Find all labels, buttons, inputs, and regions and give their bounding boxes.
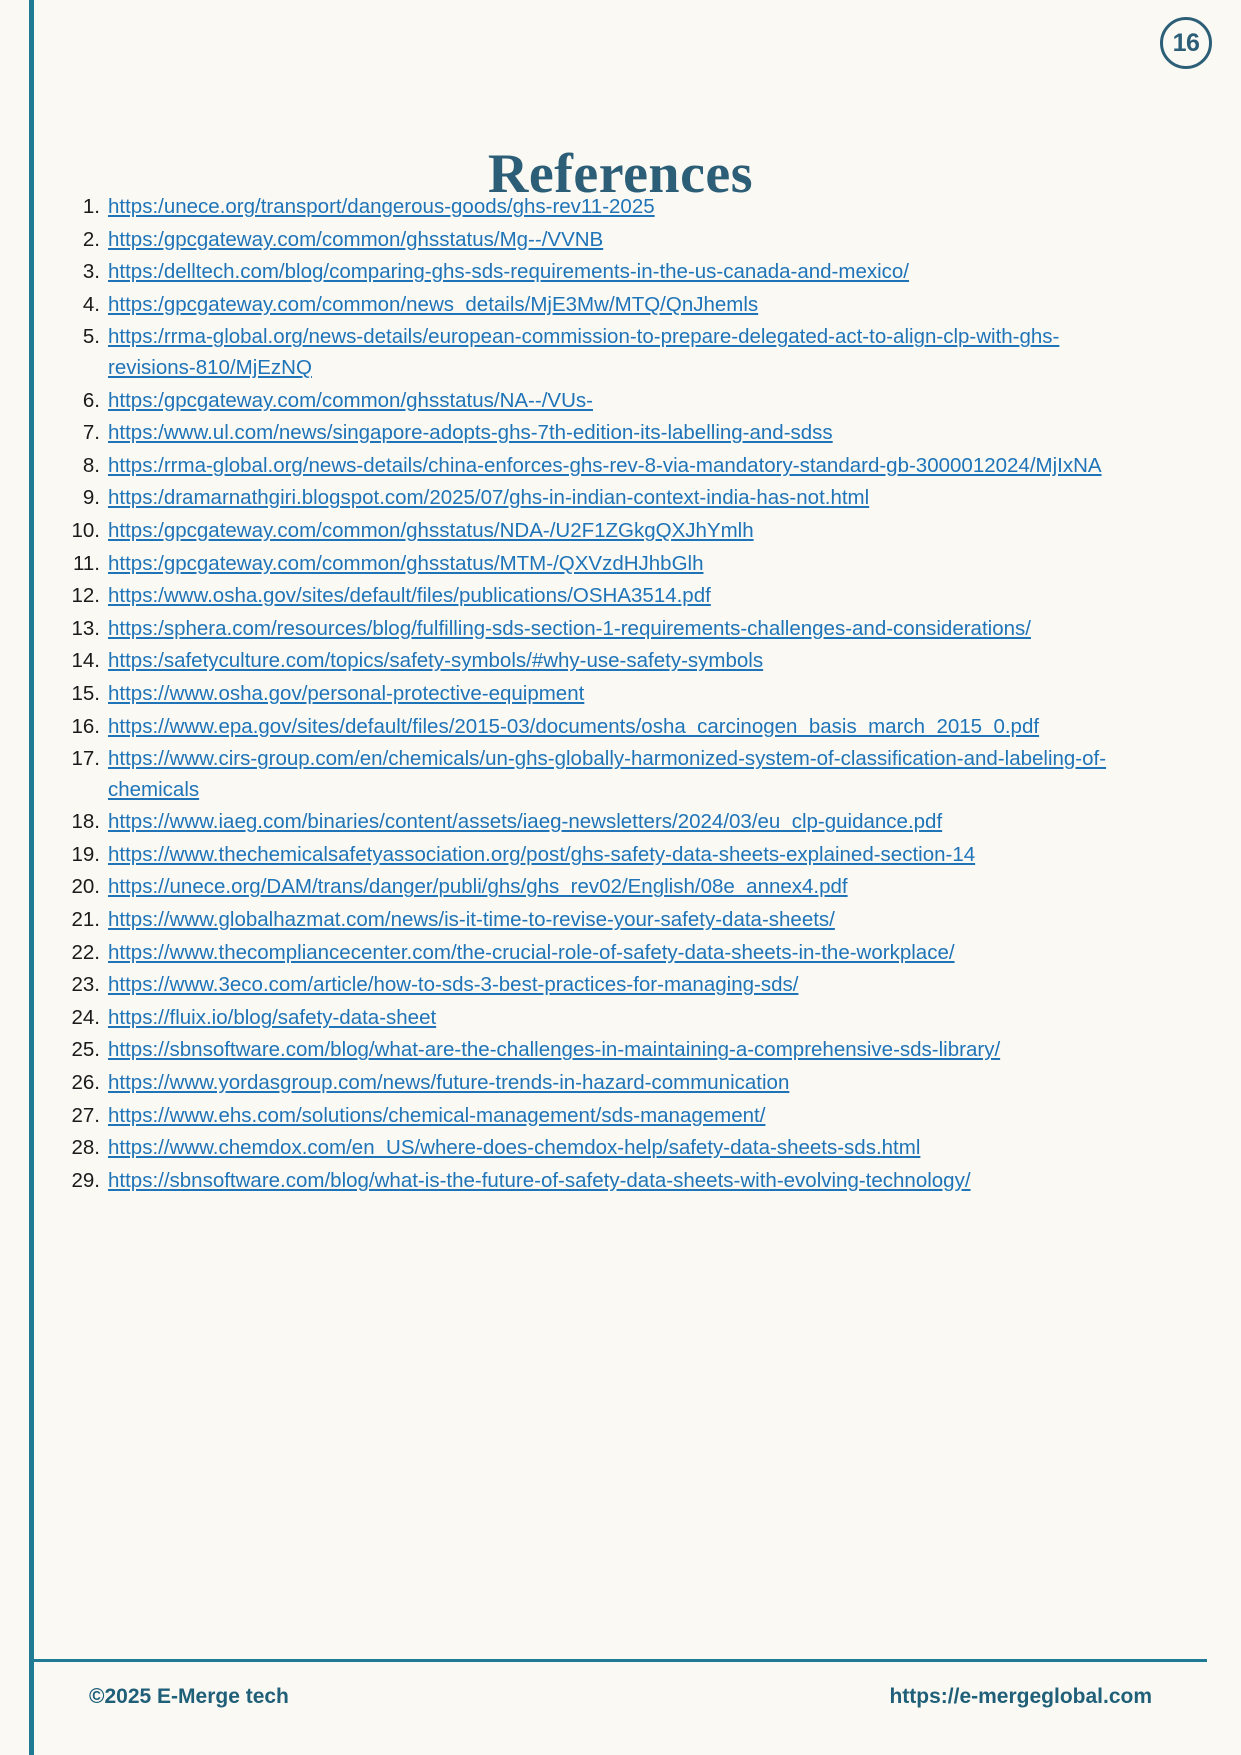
reference-link[interactable]: https:/gpcgateway.com/common/ghsstatus/NA--/VUs- xyxy=(108,388,593,412)
reference-link[interactable]: https://www.yordasgroup.com/news/future-trends-in-hazard-communication xyxy=(108,1071,790,1095)
reference-link[interactable]: https://www.osha.gov/personal-protective-equipment xyxy=(108,681,585,705)
reference-link[interactable]: https:/rrma-global.org/news-details/european-commission-to-prepare-delegated-act-to-align-clp-with-ghs-revisions-810/MjEzNQ xyxy=(108,325,1060,379)
reference-item xyxy=(102,225,1112,256)
reference-item xyxy=(102,1035,1112,1066)
reference-link[interactable]: https:/gpcgateway.com/common/ghsstatus/Mg--/VVNB xyxy=(108,227,604,251)
page-footer xyxy=(34,1675,1207,1719)
reference-item xyxy=(102,1068,1112,1099)
reference-item xyxy=(102,418,1112,449)
reference-item xyxy=(102,807,1112,838)
reference-item xyxy=(102,451,1112,482)
reference-item xyxy=(102,483,1112,514)
reference-item xyxy=(102,516,1112,547)
reference-item xyxy=(102,322,1112,383)
reference-item xyxy=(102,1003,1112,1034)
reference-item xyxy=(102,679,1112,710)
reference-item xyxy=(102,744,1112,805)
reference-item xyxy=(102,257,1112,288)
reference-link[interactable]: https:/unece.org/transport/dangerous-goods/ghs-rev11-2025 xyxy=(108,195,655,218)
reference-link[interactable]: https://sbnsoftware.com/blog/what-is-the-future-of-safety-data-sheets-with-evolving-technology/ xyxy=(108,1168,971,1192)
page-title: References xyxy=(487,142,754,205)
reference-list xyxy=(68,192,1112,1198)
reference-link[interactable]: https://www.3eco.com/article/how-to-sds-3-best-practices-for-managing-sds/ xyxy=(108,973,799,997)
reference-link[interactable]: https:/www.ul.com/news/singapore-adopts-ghs-7th-edition-its-labelling-and-sdss xyxy=(108,421,833,445)
reference-link[interactable]: https:/gpcgateway.com/common/ghsstatus/NDA-/U2F1ZGkgQXJhYmlh xyxy=(108,518,754,542)
reference-link[interactable]: https:/gpcgateway.com/common/ghsstatus/MTM-/QXVzdHJhbGlh xyxy=(108,551,704,575)
reference-link[interactable]: https://sbnsoftware.com/blog/what-are-the-challenges-in-maintaining-a-comprehensive-sds-library/ xyxy=(108,1038,1001,1062)
reference-item xyxy=(102,938,1112,969)
reference-item xyxy=(102,1166,1112,1197)
page-number-text: 16 xyxy=(1172,28,1200,57)
reference-item xyxy=(102,549,1112,580)
reference-link[interactable]: https://www.cirs-group.com/en/chemicals/un-ghs-globally-harmonized-system-of-classification-and-labeling-of-chemicals xyxy=(108,747,1107,801)
reference-link[interactable]: https://www.epa.gov/sites/default/files/2015-03/documents/osha_carcinogen_basis_march_2015_0.pdf xyxy=(108,714,1040,738)
reference-link[interactable]: https:/sphera.com/resources/blog/fulfilling-sds-section-1-requirements-challenges-and-considerations/ xyxy=(108,616,1031,640)
reference-link[interactable]: https:/rrma-global.org/news-details/china-enforces-ghs-rev-8-via-mandatory-standard-gb-3000012024/MjIxNA xyxy=(108,453,1102,477)
reference-item xyxy=(102,1101,1112,1132)
reference-link[interactable]: https:/delltech.com/blog/comparing-ghs-sds-requirements-in-the-us-canada-and-mexico/ xyxy=(108,260,910,284)
footer-divider xyxy=(34,1659,1207,1662)
page-number-badge xyxy=(1160,17,1212,69)
reference-item xyxy=(102,581,1112,612)
reference-link[interactable]: https://fluix.io/blog/safety-data-sheet xyxy=(108,1005,437,1029)
reference-item xyxy=(102,1133,1112,1164)
reference-link[interactable]: https://unece.org/DAM/trans/danger/publi/ghs/ghs_rev02/English/08e_annex4.pdf xyxy=(108,875,848,899)
reference-link[interactable]: https:/safetyculture.com/topics/safety-symbols/#why-use-safety-symbols xyxy=(108,649,764,673)
reference-item xyxy=(102,872,1112,903)
reference-link[interactable]: https://www.iaeg.com/binaries/content/assets/iaeg-newsletters/2024/03/eu_clp-guidance.pdf xyxy=(108,810,943,834)
reference-item xyxy=(102,290,1112,321)
reference-item xyxy=(102,970,1112,1001)
reference-link[interactable]: https://www.thechemicalsafetyassociation.org/post/ghs-safety-data-sheets-explained-section-14 xyxy=(108,842,976,866)
reference-item xyxy=(102,192,1112,223)
footer-website-link[interactable]: https://e-mergeglobal.com xyxy=(889,1685,1152,1708)
footer-copyright: ©2025 E-Merge tech xyxy=(89,1685,289,1708)
reference-link[interactable]: https://www.globalhazmat.com/news/is-it-time-to-revise-your-safety-data-sheets/ xyxy=(108,908,835,932)
reference-item xyxy=(102,905,1112,936)
left-accent-bar xyxy=(29,0,34,1755)
reference-item xyxy=(102,614,1112,645)
reference-link[interactable]: https://www.ehs.com/solutions/chemical-management/sds-management/ xyxy=(108,1103,766,1127)
reference-link[interactable]: https://www.chemdox.com/en_US/where-does-chemdox-help/safety-data-sheets-sds.html xyxy=(108,1136,921,1160)
reference-item xyxy=(102,646,1112,677)
reference-link[interactable]: https://www.thecompliancecenter.com/the-crucial-role-of-safety-data-sheets-in-the-workplace/ xyxy=(108,940,955,964)
reference-item xyxy=(102,840,1112,871)
reference-link[interactable]: https:/gpcgateway.com/common/news_details/MjE3Mw/MTQ/QnJhemls xyxy=(108,292,759,316)
reference-item xyxy=(102,386,1112,417)
reference-item xyxy=(102,712,1112,743)
reference-link[interactable]: https:/dramarnathgiri.blogspot.com/2025/07/ghs-in-indian-context-india-has-not.html xyxy=(108,486,870,510)
reference-link[interactable]: https:/www.osha.gov/sites/default/files/publications/OSHA3514.pdf xyxy=(108,584,711,608)
